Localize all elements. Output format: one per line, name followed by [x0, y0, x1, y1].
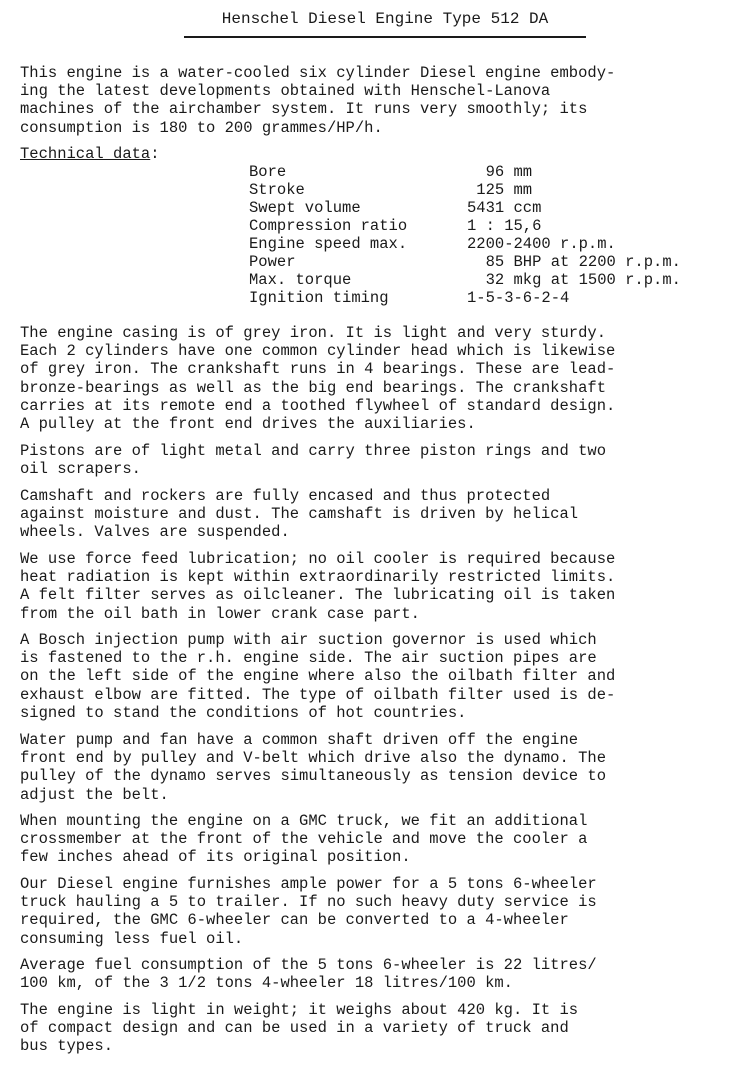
spec-row: [249, 235, 681, 253]
document-title: Henschel Diesel Engine Type 512 DA: [184, 8, 586, 38]
spec-row: [249, 163, 681, 181]
fuel-consumption-paragraph: Average fuel consumption of the 5 tons 6-wheeler is 22 litres/ 100 km, of the 3 1/2 tons 4-wheeler 18 litres/100 km.: [20, 956, 597, 993]
injection-pump-paragraph: A Bosch injection pump with air suction governor is used which is fastened to the r.h. engine side. The air suction pipes are on the left side of the engine where also the oilbath filter and exhaust elbow are fitted. The type of oilbath filter used is de- signed to stand the conditions of hot countries.: [20, 631, 616, 722]
spec-row: [249, 253, 681, 271]
intro-paragraph: This engine is a water-cooled six cylinder Diesel engine embody- ing the latest developments obtained with Henschel-Lanova machines of the airchamber system. It runs very smoothly; its consumption is 180 to 200 grammes/HP/h.: [20, 64, 616, 137]
technical-data-table: [249, 163, 681, 307]
pistons-paragraph: Pistons are of light metal and carry three piston rings and two oil scrapers.: [20, 442, 606, 479]
spec-value: 5431 ccm: [467, 199, 542, 217]
spec-label: Power: [249, 253, 296, 271]
spec-value: 2200-2400 r.p.m.: [467, 235, 616, 253]
lubrication-paragraph: We use force feed lubrication; no oil cooler is required because heat radiation is kept within extraordinarily restricted limits. A felt filter serves as oilcleaner. The lubricating oil is taken from the oil bath in lower crank case part.: [20, 550, 616, 623]
spec-label: Engine speed max.: [249, 235, 408, 253]
water-pump-paragraph: Water pump and fan have a common shaft driven off the engine front end by pulley and V-belt which drive also the dynamo. The pulley of the dynamo serves simultaneously as tension device to adjust the belt.: [20, 731, 606, 804]
spec-row: [249, 199, 681, 217]
weight-paragraph: The engine is light in weight; it weighs about 420 kg. It is of compact design and can be used in a variety of truck and bus types.: [20, 1001, 579, 1056]
spec-row: [249, 217, 681, 235]
spec-value: 1-5-3-6-2-4: [467, 289, 570, 307]
spec-value: 96 mm: [467, 163, 533, 181]
power-paragraph: Our Diesel engine furnishes ample power for a 5 tons 6-wheeler truck hauling a 5 to trailer. If no such heavy duty service is required, the GMC 6-wheeler can be converted to a 4-wheeler consuming less fuel oil.: [20, 875, 597, 948]
spec-value: 32 mkg at 1500 r.p.m.: [467, 271, 681, 289]
spec-value: 85 BHP at 2200 r.p.m.: [467, 253, 681, 271]
spec-label: Compression ratio: [249, 217, 408, 235]
spec-label: Bore: [249, 163, 287, 181]
spec-value: 125 mm: [467, 181, 533, 199]
spec-label: Ignition timing: [249, 289, 389, 307]
technical-data-heading-colon: :: [150, 145, 160, 163]
engine-casing-paragraph: The engine casing is of grey iron. It is light and very sturdy. Each 2 cylinders have one common cylinder head which is likewise of grey iron. The crankshaft runs in 4 bearings. These are lead- bronze-bearings as well as the big end bearings. The crankshaft carries at its remote end a toothed flywheel of standard design. A pulley at the front end drives the auxiliaries.: [20, 324, 616, 434]
spec-label: Stroke: [249, 181, 305, 199]
spec-label: Swept volume: [249, 199, 361, 217]
gmc-mounting-paragraph: When mounting the engine on a GMC truck, we fit an additional crossmember at the front of the vehicle and move the cooler a few inches ahead of its original position.: [20, 812, 588, 867]
camshaft-paragraph: Camshaft and rockers are fully encased and thus protected against moisture and dust. The camshaft is driven by helical wheels. Valves are suspended.: [20, 487, 579, 542]
spec-value: 1 : 15,6: [467, 217, 542, 235]
spec-row: [249, 289, 681, 307]
spec-row: [249, 271, 681, 289]
technical-data-heading: [20, 145, 160, 163]
spec-label: Max. torque: [249, 271, 352, 289]
technical-data-heading-text: Technical data: [20, 145, 151, 163]
spec-row: [249, 181, 681, 199]
